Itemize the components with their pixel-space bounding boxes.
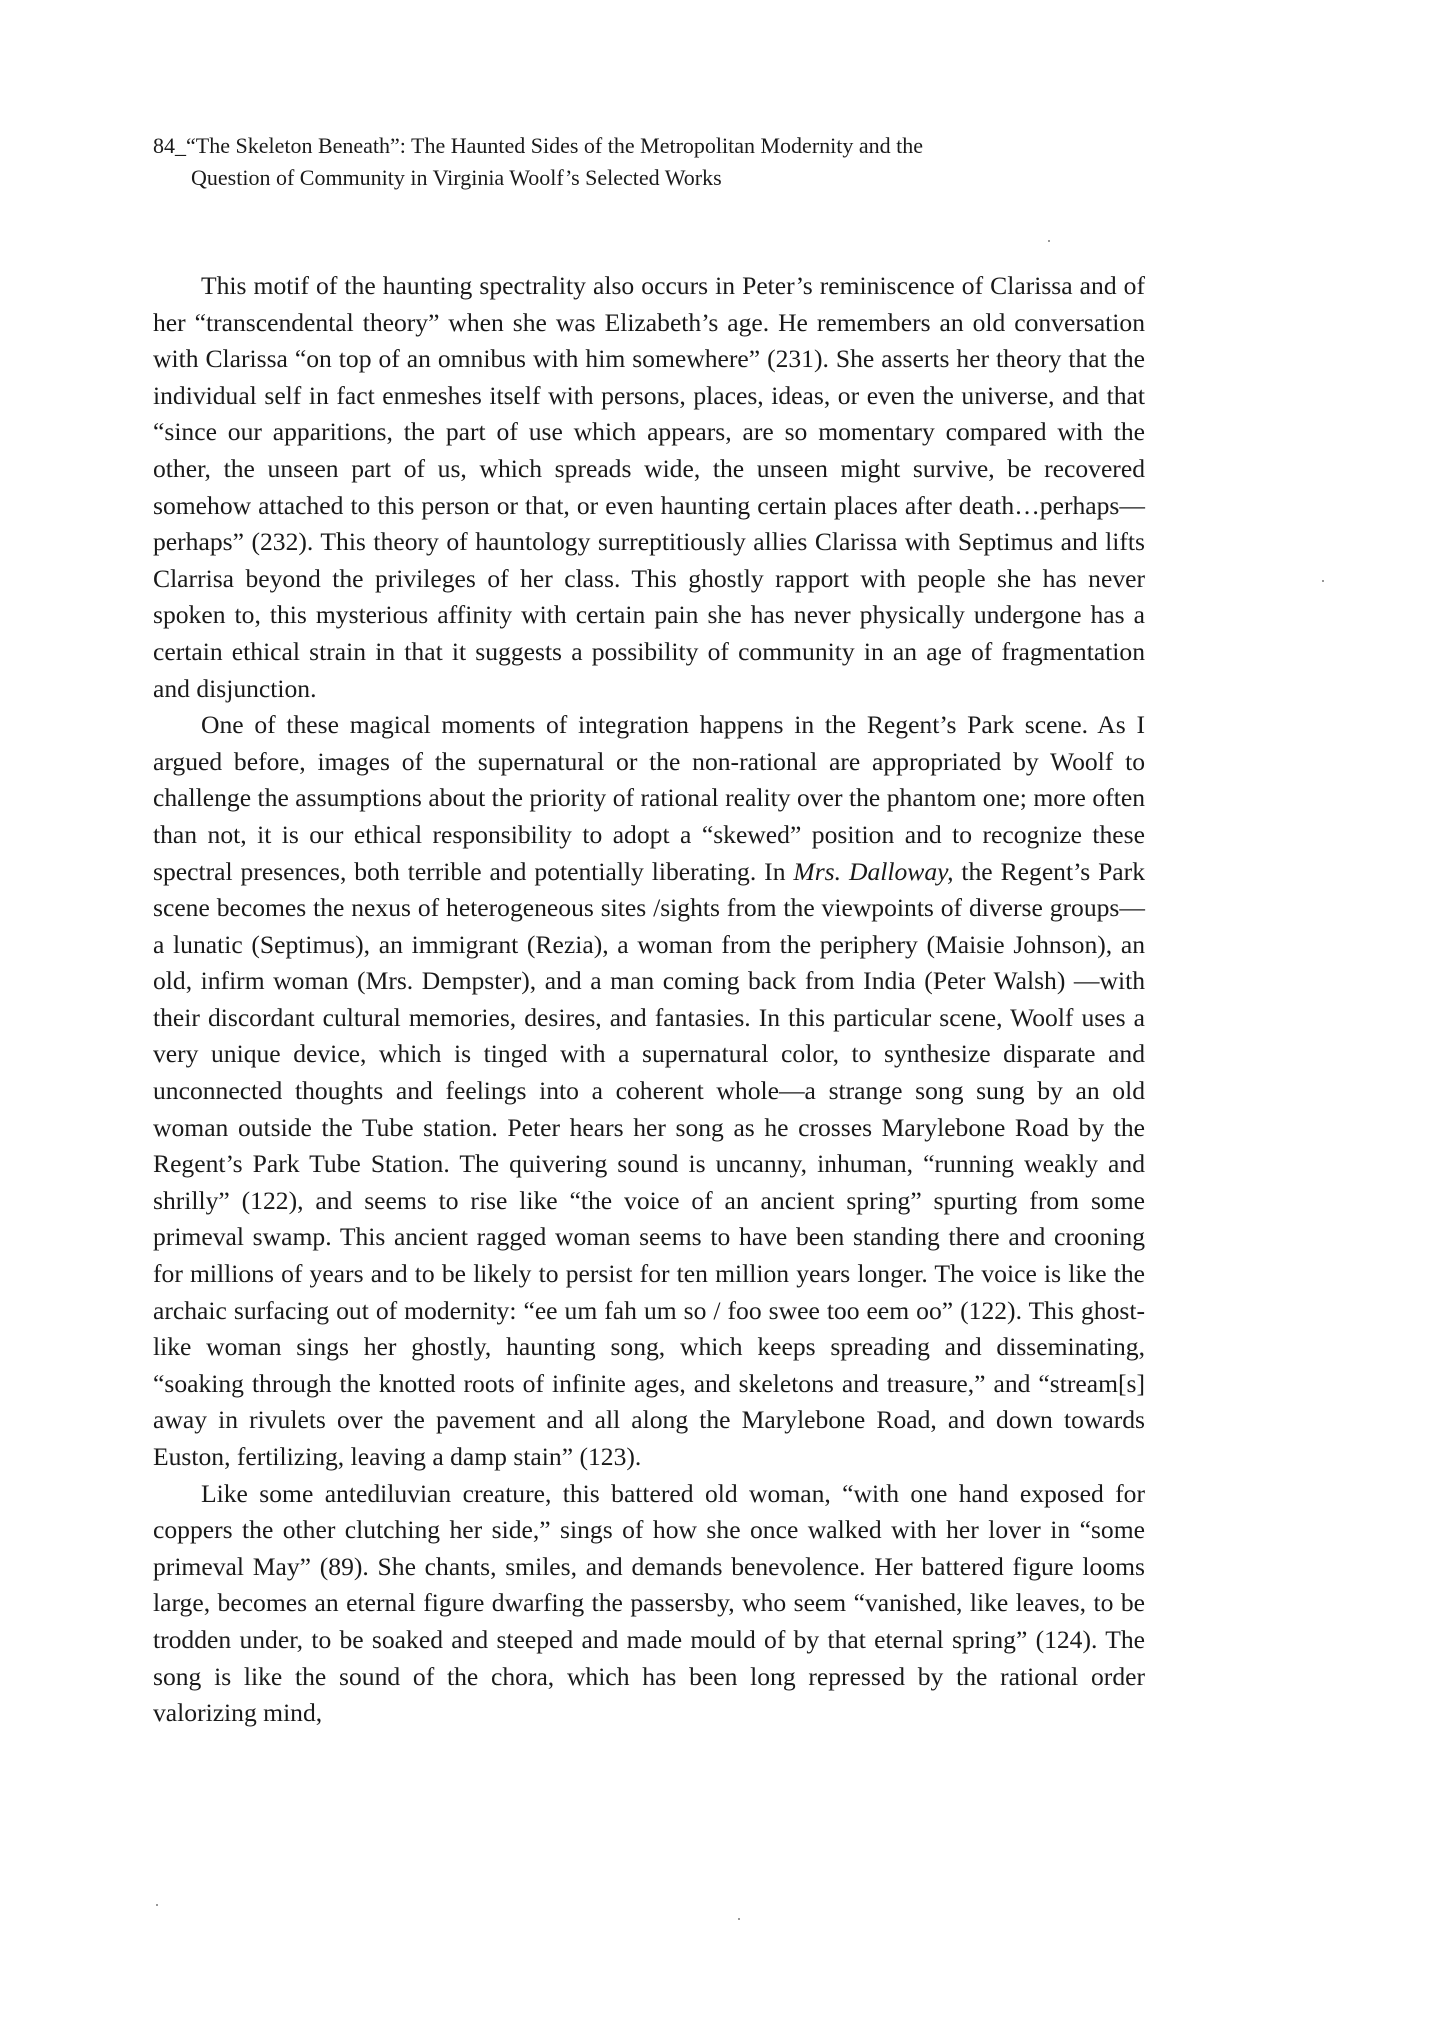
running-header bbox=[153, 130, 1153, 194]
italic-title-mrs-dalloway: Mrs. Dalloway, bbox=[793, 856, 954, 886]
scan-speck bbox=[738, 1918, 740, 1920]
paragraph-2 bbox=[153, 707, 1145, 1475]
paragraph-1 bbox=[153, 268, 1145, 707]
scan-speck bbox=[1322, 580, 1324, 582]
paragraph-3 bbox=[153, 1476, 1145, 1732]
paragraph-3-text: Like some antediluvian creature, this battered old woman, “with one hand exposed for coppers the other clutching her side,” sings of how she once walked with her lover in “some primeval May” (89). She chants, smiles, and demands benevolence. Her battered figure looms large, becomes an eternal figure dwarfing the passersby, who seem “vanished, like leaves, to be trodden under, to be soaked and steeped and made mould of by that eternal spring” (124). The song is like the sound of the chora, which has been long repressed by the rational order valorizing mind, bbox=[153, 1478, 1145, 1728]
paragraph-2-text-a: One of these magical moments of integration happens in the Regent’s Park scene. As I argued before, images of the supernatural or the non-rational are appropriated by Woolf to challenge the assumptions about the priority of rational reality over the phantom one; more often than not, it is our ethical responsibility to adopt a “skewed” position and to recognize these spectral presences, both terrible and potentially liberating. In bbox=[153, 710, 1145, 886]
header-line-2: Question of Community in Virginia Woolf’s Selected Works bbox=[191, 165, 722, 190]
paragraph-1-text: This motif of the haunting spectrality also occurs in Peter’s reminiscence of Clarissa and of her “transcendental theory” when she was Elizabeth’s age. He remembers an old conversation with Clarissa “on top of an omnibus with him somewhere” (231). She asserts her theory that the individual self in fact enmeshes itself with persons, places, ideas, or even the universe, and that “since our apparitions, the part of use which appears, are so momentary compared with the other, the unseen part of us, which spreads wide, the unseen might survive, be recovered somehow attached to this person or that, or even haunting certain places after death…perhaps—perhaps” (232). This theory of hauntology surreptitiously allies Clarissa with Septimus and lifts Clarrisa beyond the privileges of her class. This ghostly rapport with people she has never spoken to, this mysterious affinity with certain pain she has never physically undergone has a certain ethical strain in that it suggests a possibility of community in an age of fragmentation and disjunction. bbox=[153, 271, 1145, 703]
header-line-1: 84_“The Skeleton Beneath”: The Haunted Sides of the Metropolitan Modernity and the bbox=[153, 133, 924, 158]
body-text bbox=[153, 268, 1145, 1732]
paragraph-2-text-b: the Regent’s Park scene becomes the nexus of heterogeneous sites /sights from the viewpoints of diverse groups—a lunatic (Septimus), an immigrant (Rezia), a woman from the periphery (Maisie Johnson), an old, infirm woman (Mrs. Dempster), and a man coming back from India (Peter Walsh) —with their discordant cultural memories, desires, and fantasies. In this particular scene, Woolf uses a very unique device, which is tinged with a supernatural color, to synthesize disparate and unconnected thoughts and feelings into a coherent whole—a strange song sung by an old woman outside the Tube station. Peter hears her song as he crosses Marylebone Road by the Regent’s Park Tube Station. The quivering sound is uncanny, inhuman, “running weakly and shrilly” (122), and seems to rise like “the voice of an ancient spring” spurting from some primeval swamp. This ancient ragged woman seems to have been standing there and crooning for millions of years and to be likely to persist for ten million years longer. The voice is like the archaic surfacing out of modernity: “ee um fah um so / foo swee too eem oo” (122). This ghost-like woman sings her ghostly, haunting song, which keeps spreading and disseminating, “soaking through the knotted roots of infinite ages, and skeletons and treasure,” and “stream[s] away in rivulets over the pavement and all along the Marylebone Road, and down towards Euston, fertilizing, leaving a damp stain” (123). bbox=[153, 856, 1145, 1471]
scan-speck bbox=[156, 1904, 158, 1906]
scan-speck bbox=[1048, 240, 1050, 242]
